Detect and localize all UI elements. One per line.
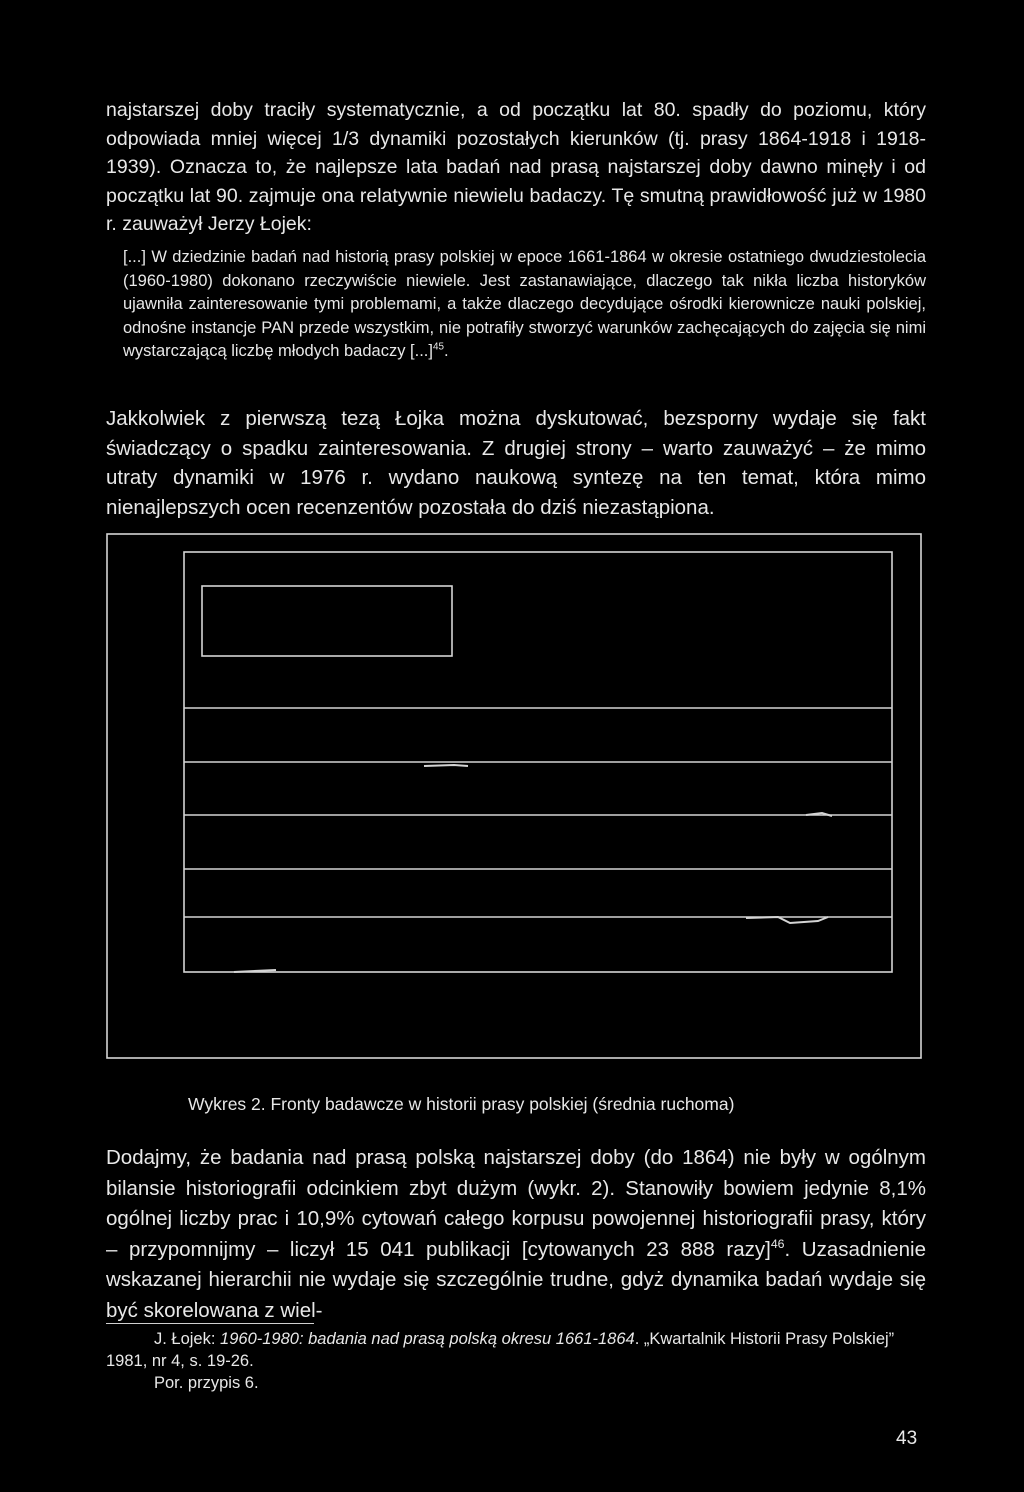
quote-end: . — [443, 342, 449, 360]
quote-text: [...] W dziedzinie badań nad historią prasy polskiej w epoce 1661-1864 w okresie ostatniego dwudziestolecia (1960-1980) dokonano rzeczywiście niewiele. Jest zastanawiające, dlaczego tak nikła liczba historyków ujawniła zainteresowanie tymi problemami, a także dlaczego decydujące ośrodki kierownicze nauki polskiej, odnośne instancje PAN przede wszystkim, nie potrafiły stworzyć warunków zachęcających do zajęcia się nimi wystarczającą liczbę młodych badaczy [...] — [123, 248, 926, 360]
body-paragraph-3 — [106, 1143, 926, 1326]
footnote-45-author: J. Łojek: — [154, 1330, 221, 1348]
footnote-ref-45[interactable]: 45 — [432, 341, 444, 353]
block-quote — [123, 246, 926, 364]
paragraph-3-text: Dodajmy, że badania nad prasą polską najstarszej doby (do 1864) nie były w ogólnym bilansie historiografii odcinkiem zbyt dużym (wykr. 2). Stanowiły bowiem jedynie 8,1% ogólnej liczby prac i 10,9% cytowań całego korpusu powojennej historiografii prasy, który – przypomnijmy – liczył 15 041 publikacji [cytowanych 23 888 razy] — [106, 1146, 926, 1261]
footnote-45-source: . „Kwartalnik Historii Prasy Polskiej” 1981, nr 4, s. 19-26. — [106, 1330, 895, 1370]
page-number: 43 — [896, 1428, 918, 1449]
figure-caption: Wykres 2. Fronty badawcze w historii prasy polskiej (średnia ruchoma) — [188, 1094, 735, 1114]
paragraph-3-rest: . Uzasadnienie wskazanej hierarchii nie wydaje się szczególnie trudne, gdyż dynamika badań wydaje się być skorelowana z wiel- — [106, 1237, 926, 1322]
body-paragraph-1: najstarszej doby traciły systematycznie, a od początku lat 80. spadły do poziomu, który odpowiada mniej więcej 1/3 dynamiki pozostałych kierunków (tj. prasy 1864-1918 i 1918-1939). Oznacza to, że najlepsze lata badań nad prasą najstarszej doby dawno minęły i od początku lat 90. zajmuje ona relatywnie niewielu badaczy. Tę smutną prawidłowość już w 1980 r. zauważył Jerzy Łojek: — [106, 99, 926, 235]
footnote-divider — [106, 1323, 314, 1324]
footnote-45-title: 1960-1980: badania nad prasą polską okresu 1661-1864 — [220, 1330, 635, 1348]
body-paragraph-2: Jakkolwiek z pierwszą tezą Łojka można dyskutować, bezsporny wydaje się fakt świadczący o spadku zainteresowania. Z drugiej strony – warto zauważyć – że mimo utraty dynamiki w 1976 r. wydano naukową syntezę na ten temat, która mimo nienajlepszych ocen recenzentów pozostała do dziś niezastąpiona. — [106, 407, 926, 519]
chart-figure — [106, 533, 922, 1059]
footnote-45 — [106, 1328, 926, 1372]
footnotes — [106, 1328, 926, 1394]
footnote-46: Por. przypis 6. — [154, 1374, 259, 1392]
footnote-ref-46[interactable]: 46 — [770, 1236, 785, 1251]
chart-frame-lines — [107, 534, 921, 1058]
